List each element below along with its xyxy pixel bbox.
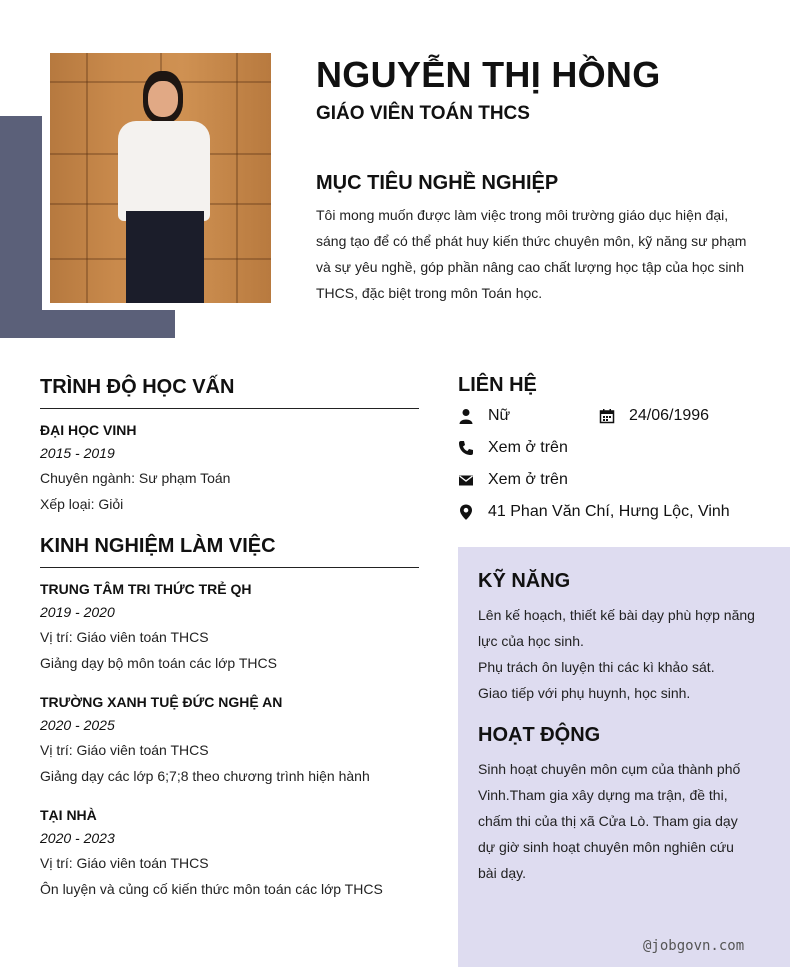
skills-heading: KỸ NĂNG [478,570,571,592]
experience-position: Vị trí: Giáo viên toán THCS [40,855,209,871]
contact-heading: LIÊN HỆ [458,374,537,396]
contact-address [458,503,730,521]
calendar-icon [599,408,615,424]
profile-photo [50,53,271,303]
contact-gender-value: Nữ [488,407,511,424]
experience-years: 2020 - 2025 [40,717,115,733]
activities-line: bài dạy. [478,865,526,881]
location-pin-icon [458,504,474,520]
objective-line: và sự yêu nghề, góp phần nâng cao chất lượng học tập của học sinh [316,259,744,275]
education-years: 2015 - 2019 [40,445,115,461]
activities-text [478,756,778,886]
objective-line: sáng tạo để có thể phát huy kiến thức chuyên môn, kỹ năng sư phạm [316,233,747,249]
contact-phone [458,439,568,457]
education-heading: TRÌNH ĐỘ HỌC VẤN [40,376,235,398]
job-title: GIÁO VIÊN TOÁN THCS [316,103,530,124]
experience-org: TRUNG TÂM TRI THỨC TRẺ QH [40,581,252,597]
education-divider [40,408,419,409]
activities-line: dự giờ sinh hoạt chuyên môn nghiên cứu [478,839,734,855]
objective-heading: MỤC TIÊU NGHỀ NGHIỆP [316,172,559,194]
accent-block-vertical [0,116,42,338]
mail-icon [458,472,474,488]
contact-email [458,471,568,489]
objective-line: THCS, đặc biệt trong môn Toán học. [316,285,543,301]
skills-line: Lên kế hoạch, thiết kế bài dạy phù hợp năng [478,607,755,623]
experience-divider [40,567,419,568]
objective-text [316,202,756,306]
skills-activities-panel [458,547,790,967]
experience-position: Vị trí: Giáo viên toán THCS [40,629,209,645]
experience-desc: Giảng dạy bộ môn toán các lớp THCS [40,655,277,671]
contact-gender [458,407,510,425]
contact-birthday [599,407,709,425]
person-icon [458,408,474,424]
contact-address-value: 41 Phan Văn Chí, Hưng Lộc, Vinh [488,503,730,520]
accent-block-horizontal [0,310,175,338]
experience-org: TẠI NHÀ [40,807,97,823]
objective-line: Tôi mong muốn được làm việc trong môi trường giáo dục hiện đại, [316,207,729,223]
experience-heading: KINH NGHIỆM LÀM VIỆC [40,535,276,557]
experience-desc: Ôn luyện và củng cố kiến thức môn toán các lớp THCS [40,881,383,897]
experience-years: 2020 - 2023 [40,830,115,846]
experience-position: Vị trí: Giáo viên toán THCS [40,742,209,758]
education-school: ĐẠI HỌC VINH [40,422,137,438]
candidate-name: NGUYỄN THỊ HỒNG [316,54,661,95]
skills-line: lực của học sinh. [478,633,584,649]
activities-line: chấm thi của thị xã Cửa Lò. Tham gia dạy [478,813,738,829]
contact-birthday-value: 24/06/1996 [629,407,710,424]
activities-line: Vinh.Tham gia xây dựng ma trận, đề thi, [478,787,728,803]
phone-icon [458,440,474,456]
education-major: Chuyên ngành: Sư phạm Toán [40,470,231,486]
skills-line: Giao tiếp với phụ huynh, học sinh. [478,685,691,701]
watermark: @jobgovn.com [643,938,745,954]
skills-line: Phụ trách ôn luyện thi các kì khảo sát. [478,659,715,675]
activities-line: Sinh hoạt chuyên môn cụm của thành phố [478,761,741,777]
activities-heading: HOẠT ĐỘNG [478,724,601,746]
experience-org: TRƯỜNG XANH TUỆ ĐỨC NGHỆ AN [40,694,283,710]
education-grade: Xếp loại: Giỏi [40,496,124,512]
skills-list [478,602,778,706]
experience-years: 2019 - 2020 [40,604,115,620]
contact-phone-value: Xem ở trên [488,439,568,456]
contact-email-value: Xem ở trên [488,471,568,488]
experience-desc: Giảng dạy các lớp 6;7;8 theo chương trình hiện hành [40,768,370,784]
